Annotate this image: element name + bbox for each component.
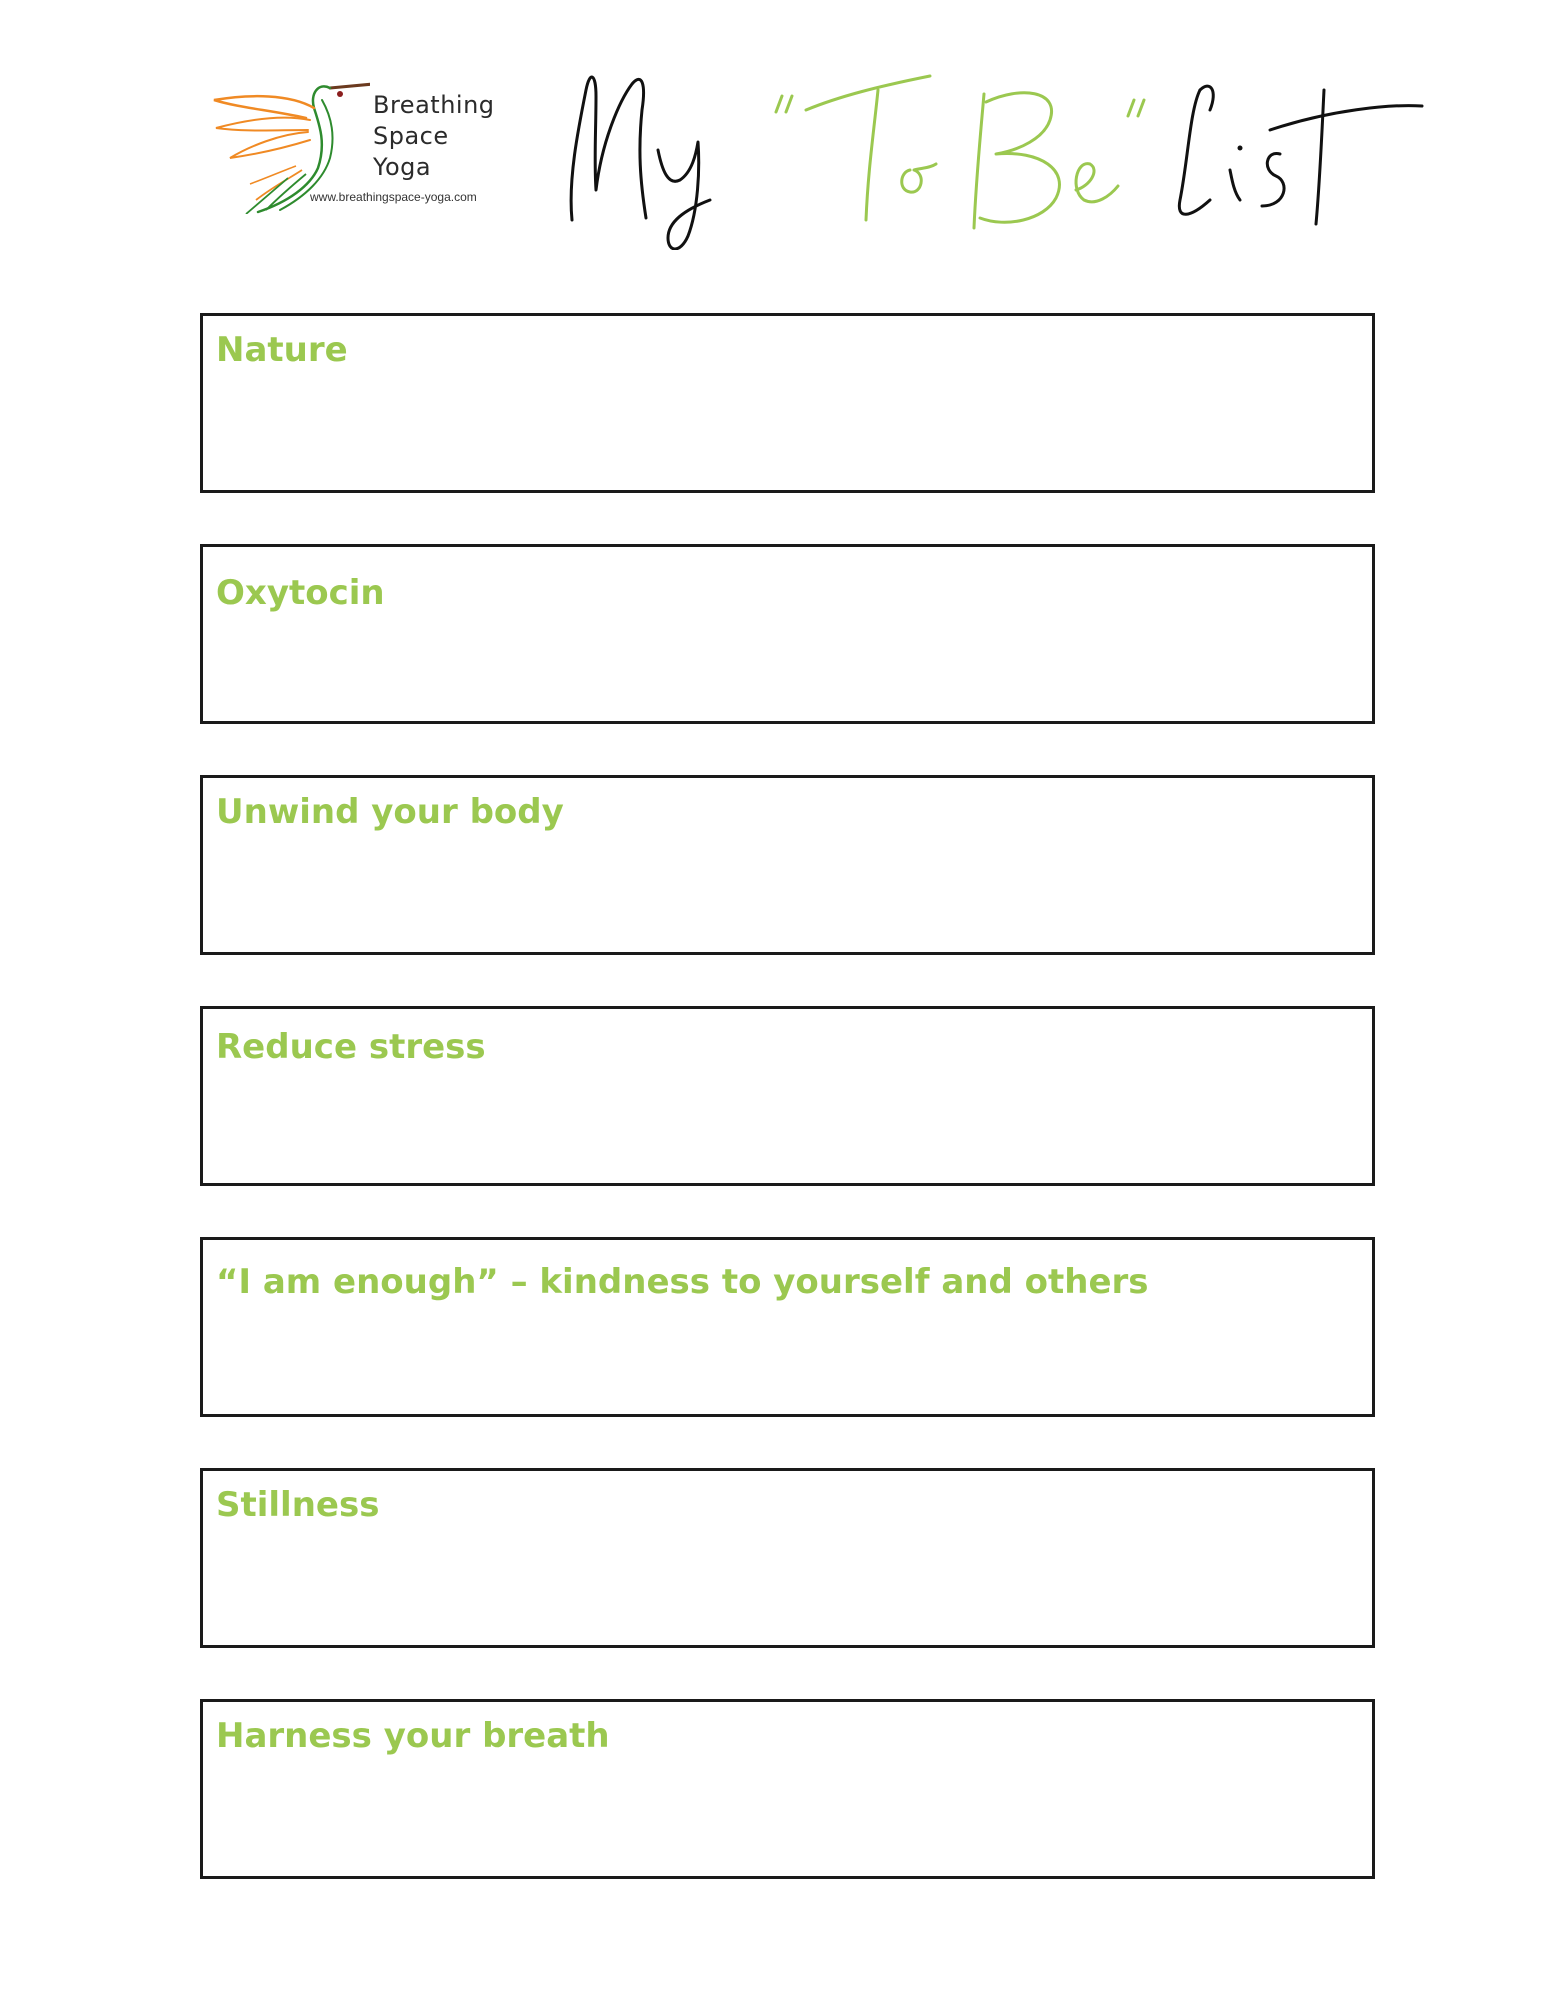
todo-box-nature[interactable]: [200, 313, 1375, 493]
brand-line-3: Yoga: [373, 153, 432, 181]
todo-box-label: “I am enough” – kindness to yourself and others: [216, 1262, 1149, 1302]
todo-box-i-am-enough[interactable]: [200, 1237, 1375, 1417]
brand-logo: [210, 74, 510, 214]
todo-box-stillness[interactable]: [200, 1468, 1375, 1648]
brand-url: www.breathingspace-yoga.com: [310, 190, 477, 204]
todo-box-harness-your-breath[interactable]: [200, 1699, 1375, 1879]
todo-box-label: Nature: [216, 330, 348, 370]
todo-box-label: Oxytocin: [216, 573, 385, 613]
todo-box-unwind-your-body[interactable]: [200, 775, 1375, 955]
todo-box-oxytocin[interactable]: [200, 544, 1375, 724]
title-script-to-be: [776, 76, 1144, 228]
title-script-list: [1179, 86, 1422, 224]
page-title: [550, 50, 1430, 250]
todo-box-label: Reduce stress: [216, 1027, 486, 1067]
title-script-art: [550, 50, 1430, 250]
todo-box-label: Harness your breath: [216, 1716, 610, 1756]
todo-box-reduce-stress[interactable]: [200, 1006, 1375, 1186]
brand-name: [373, 90, 495, 183]
title-script-my: [571, 77, 710, 249]
todo-box-label: Unwind your body: [216, 792, 564, 832]
todo-box-label: Stillness: [216, 1485, 380, 1525]
brand-line-1: Breathing: [373, 91, 495, 119]
brand-line-2: Space: [373, 122, 449, 150]
